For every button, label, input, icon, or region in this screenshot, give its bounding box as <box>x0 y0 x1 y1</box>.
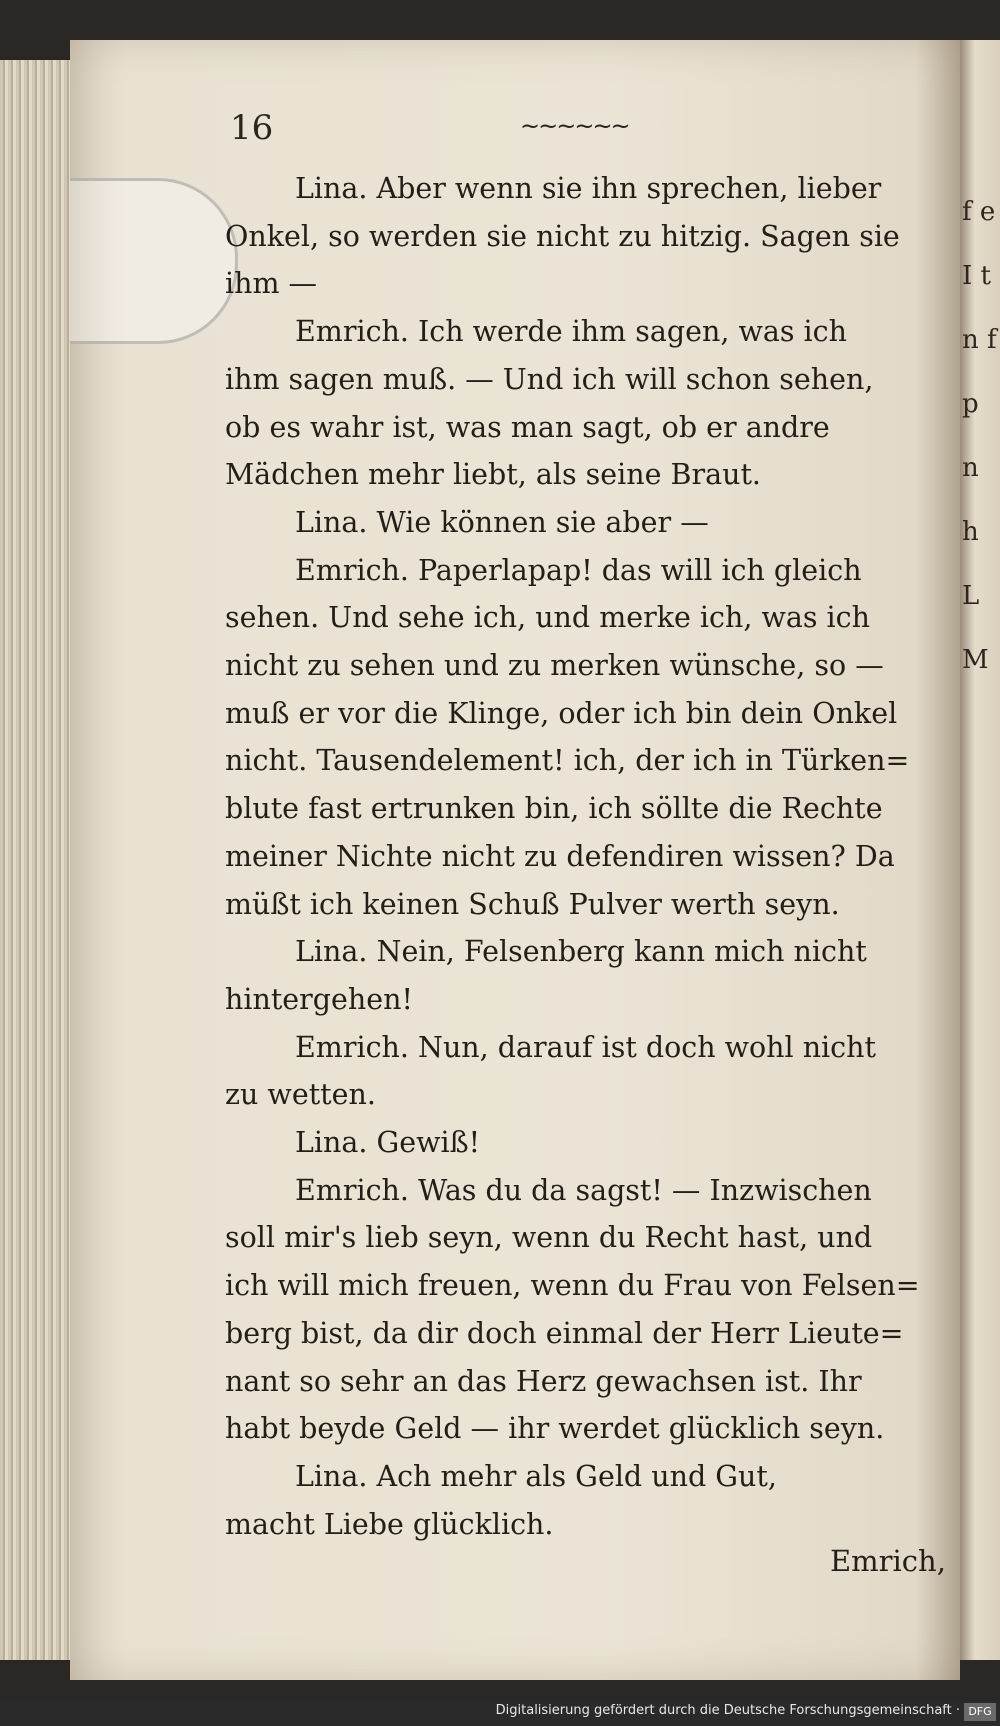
text-line: nicht zu sehen und zu merken wünsche, so — <box>225 649 884 683</box>
text-line: Onkel, so werden sie nicht zu hitzig. Sagen sie <box>225 219 900 253</box>
right-page-edge <box>958 40 1000 1660</box>
text-line: macht Liebe glücklich. <box>225 1507 554 1541</box>
dfg-logo: DFG <box>964 1703 996 1721</box>
text-line: ihm sagen muß. — Und ich will schon sehen, <box>225 362 874 396</box>
right-page-edge-text: f e I t n f p n h L M <box>962 197 997 675</box>
text-line: Emrich. Ich werde ihm sagen, was ich <box>295 315 847 349</box>
page-number: 16 <box>230 108 274 148</box>
text-line: Lina. Nein, Felsenberg kann mich nicht <box>295 935 867 969</box>
digitization-footer <box>0 1700 1000 1726</box>
left-page-stack <box>0 60 80 1660</box>
page-body-text <box>225 165 935 1548</box>
text-line: zu wetten. <box>225 1078 376 1112</box>
text-line: hintergehen! <box>225 982 413 1016</box>
text-line: habt beyde Geld — ihr werdet glücklich seyn. <box>225 1412 885 1446</box>
text-line: Lina. Wie können sie aber — <box>295 505 709 539</box>
text-line: Lina. Gewiß! <box>295 1126 481 1160</box>
text-line: Emrich. Nun, darauf ist doch wohl nicht <box>295 1030 876 1064</box>
text-line: ich will mich freuen, wenn du Frau von Felsen= <box>225 1269 920 1303</box>
text-line: Emrich. Was du da sagst! — Inzwischen <box>295 1173 872 1207</box>
text-line: müßt ich keinen Schuß Pulver werth seyn. <box>225 887 840 921</box>
text-line: nant so sehr an das Herz gewachsen ist. Ihr <box>225 1364 862 1398</box>
catchword: Emrich, <box>830 1544 946 1578</box>
text-line: berg bist, da dir doch einmal der Herr Lieute= <box>225 1316 904 1350</box>
footer-credit: Digitalisierung gefördert durch die Deutsche Forschungsgemeinschaft · <box>495 1703 960 1718</box>
text-line: ob es wahr ist, was man sagt, ob er andre <box>225 410 830 444</box>
header-ornament: ~~~~~~ <box>520 112 629 140</box>
page-clip <box>70 178 238 344</box>
text-line: Mädchen mehr liebt, als seine Braut. <box>225 458 761 492</box>
text-line: sehen. Und sehe ich, und merke ich, was ich <box>225 601 870 635</box>
text-line: meiner Nichte nicht zu defendiren wissen? Da <box>225 839 895 873</box>
text-line: ihm — <box>225 267 318 301</box>
text-line: blute fast ertrunken bin, ich söllte die Rechte <box>225 792 883 826</box>
text-line: soll mir's lieb seyn, wenn du Recht hast, und <box>225 1221 873 1255</box>
text-line: Emrich. Paperlapap! das will ich gleich <box>295 553 862 587</box>
text-line: nicht. Tausendelement! ich, der ich in Türken= <box>225 744 910 778</box>
text-line: muß er vor die Klinge, oder ich bin dein Onkel <box>225 696 898 730</box>
text-line: Lina. Aber wenn sie ihn sprechen, lieber <box>295 172 882 205</box>
text-line: Lina. Ach mehr als Geld und Gut, <box>295 1459 777 1493</box>
